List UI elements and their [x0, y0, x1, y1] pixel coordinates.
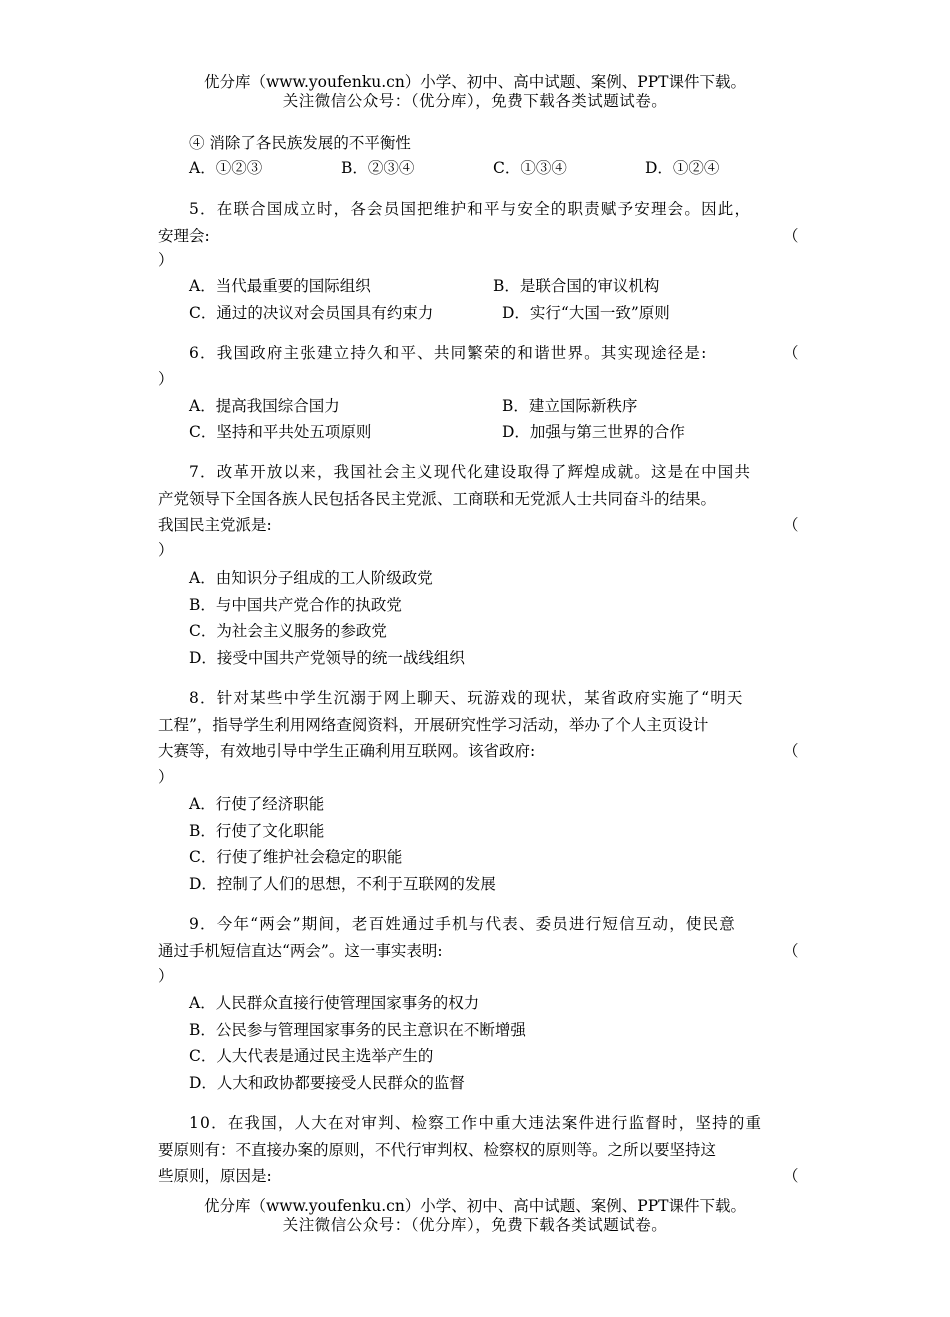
q9-answer-close: ） [158, 967, 174, 985]
q4-option-c: C．①③④ [493, 159, 567, 177]
q5-option-c: C．通过的决议对会员国具有约束力 [189, 304, 434, 322]
q8-option-b: B．行使了文化职能 [189, 822, 325, 840]
q6-stem-line-1: 6．我国政府主张建立持久和平、共同繁荣的和谐世界。其实现途径是: [189, 344, 708, 362]
q10-answer-open: （ [783, 1167, 799, 1185]
q4-item-4: ④ 消除了各民族发展的不平衡性 [189, 134, 411, 152]
q5-answer-open: （ [783, 227, 799, 245]
q6-option-a: A．提高我国综合国力 [189, 397, 340, 415]
q4-option-b: B．②③④ [341, 159, 415, 177]
header-line-1: 优分库（www.youfenku.cn）小学、初中、高中试题、案例、PPT课件下载。 [203, 73, 747, 91]
q10-stem-line-2: 要原则有：不直接办案的原则，不代行审判权、检察权的原则等。之所以要坚持这 [158, 1141, 717, 1159]
q6-option-b: B．建立国际新秩序 [502, 397, 638, 415]
q7-stem-line-1: 7．改革开放以来，我国社会主义现代化建设取得了辉煌成就。这是在中国共 [189, 463, 752, 481]
q6-answer-close: ） [158, 370, 174, 388]
q5-answer-close: ） [158, 251, 174, 269]
q4-option-a: A．①②③ [189, 159, 263, 177]
page-header [0, 73, 950, 111]
q7-stem-line-2: 产党领导下全国各族人民包括各民主党派、工商联和无党派人士共同奋斗的结果。 [158, 490, 717, 508]
q7-stem-line-3: 我国民主党派是: [158, 516, 272, 534]
q7-option-a: A．由知识分子组成的工人阶级政党 [189, 569, 433, 587]
q5-stem-line-2: 安理会: [158, 227, 210, 245]
header-line-2: 关注微信公众号：（优分库），免费下载各类试题试卷。 [282, 92, 668, 110]
q8-stem-line-1: 8．针对某些中学生沉溺于网上聊天、玩游戏的现状，某省政府实施了“明天 [189, 689, 744, 707]
q8-option-c: C．行使了维护社会稳定的职能 [189, 848, 403, 866]
q7-option-b: B．与中国共产党合作的执政党 [189, 596, 402, 614]
footer-line-1: 优分库（www.youfenku.cn）小学、初中、高中试题、案例、PPT课件下载。 [203, 1197, 747, 1215]
q9-option-c: C．人大代表是通过民主选举产生的 [189, 1047, 434, 1065]
q8-stem-line-3: 大赛等，有效地引导中学生正确利用互联网。该省政府: [158, 742, 536, 760]
q9-stem-line-1: 9．今年“两会”期间，老百姓通过手机与代表、委员进行短信互动，使民意 [189, 915, 737, 933]
q9-option-b: B．公民参与管理国家事务的民主意识在不断增强 [189, 1021, 526, 1039]
q8-stem-line-2: 工程”，指导学生利用网络查阅资料，开展研究性学习活动，举办了个人主页设计 [158, 716, 709, 734]
q7-option-d: D．接受中国共产党领导的统一战线组织 [189, 649, 465, 667]
q10-stem-line-1: 10．在我国，人大在对审判、检察工作中重大违法案件进行监督时，坚持的重 [189, 1114, 763, 1132]
q6-answer-open: （ [783, 344, 799, 362]
q6-option-c: C．坚持和平共处五项原则 [189, 423, 372, 441]
q5-stem-line-1: 5．在联合国成立时，各会员国把维护和平与安全的职责赋予安理会。因此， [189, 200, 752, 218]
q9-stem-line-2: 通过手机短信直达“两会”。这一事实表明: [158, 942, 443, 960]
q8-option-a: A．行使了经济职能 [189, 795, 325, 813]
q4-option-d: D．①②④ [645, 159, 720, 177]
q10-stem-line-3: 些原则，原因是: [158, 1167, 272, 1185]
q7-answer-open: （ [783, 516, 799, 534]
q5-option-b: B．是联合国的审议机构 [493, 277, 660, 295]
q9-answer-open: （ [783, 942, 799, 960]
q7-answer-close: ） [158, 541, 174, 559]
page-footer [0, 1197, 950, 1235]
q8-answer-close: ） [158, 768, 174, 786]
q9-option-a: A．人民群众直接行使管理国家事务的权力 [189, 994, 480, 1012]
q6-option-d: D．加强与第三世界的合作 [502, 423, 685, 441]
q5-option-a: A．当代最重要的国际组织 [189, 277, 371, 295]
q5-option-d: D．实行“大国一致”原则 [502, 304, 670, 322]
q9-option-d: D．人大和政协都要接受人民群众的监督 [189, 1074, 465, 1092]
q8-answer-open: （ [783, 742, 799, 760]
footer-line-2: 关注微信公众号：（优分库），免费下载各类试题试卷。 [282, 1216, 668, 1234]
q7-option-c: C．为社会主义服务的参政党 [189, 622, 387, 640]
q8-option-d: D．控制了人们的思想，不利于互联网的发展 [189, 875, 496, 893]
